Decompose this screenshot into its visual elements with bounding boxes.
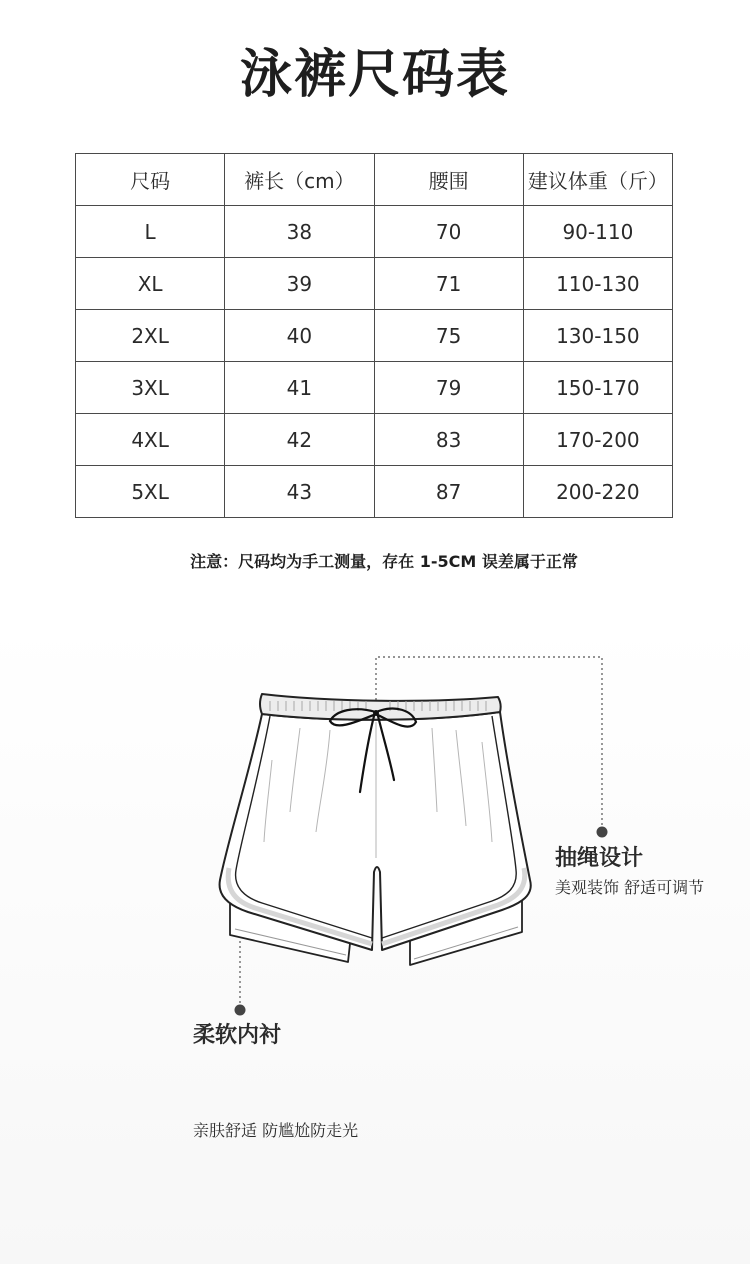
length-cell: 41 [225,362,374,414]
liner-leader-dot [235,1005,246,1016]
waist-cell: 87 [374,466,523,518]
size-table-row [76,466,673,518]
drawstring-knot [373,710,379,716]
size-cell: XL [76,258,225,310]
waist-cell: 71 [374,258,523,310]
size-table-row [76,362,673,414]
weight-cell: 200-220 [523,466,672,518]
length-cell: 38 [225,206,374,258]
size-cell: 5XL [76,466,225,518]
waist-cell: 75 [374,310,523,362]
length-cell: 42 [225,414,374,466]
size-table-row [76,310,673,362]
measurement-note: 注意：尺码均为手工测量，存在 1-5CM 误差属于正常 [190,552,578,571]
weight-cell: 110-130 [523,258,672,310]
size-table-header-cell: 裤长（cm） [225,154,374,206]
size-table-row [76,414,673,466]
weight-cell: 90-110 [523,206,672,258]
page-title: 泳裤尺码表 [239,45,510,105]
size-cell: 2XL [76,310,225,362]
size-table-row [76,206,673,258]
size-table-row [76,258,673,310]
size-cell: L [76,206,225,258]
size-cell: 3XL [76,362,225,414]
length-cell: 40 [225,310,374,362]
size-table-header-row [76,154,673,206]
length-cell: 39 [225,258,374,310]
size-table [75,153,673,518]
shorts-outer-shell [220,712,531,950]
weight-cell: 170-200 [523,414,672,466]
drawstring-leader-dot [597,827,608,838]
weight-cell: 150-170 [523,362,672,414]
liner-feature-title: 柔软内衬 [193,1023,282,1048]
waist-cell: 70 [374,206,523,258]
size-table-header-cell: 建议体重（斤） [523,154,672,206]
waist-cell: 79 [374,362,523,414]
weight-cell: 130-150 [523,310,672,362]
liner-feature-desc: 亲肤舒适 防尴尬防走光 [193,1121,359,1140]
length-cell: 43 [225,466,374,518]
size-cell: 4XL [76,414,225,466]
size-table-header-cell: 尺码 [76,154,225,206]
drawstring-feature-desc: 美观装饰 舒适可调节 [555,878,705,897]
drawstring-feature-title: 抽绳设计 [555,846,644,871]
size-table-header-cell: 腰围 [374,154,523,206]
waist-cell: 83 [374,414,523,466]
